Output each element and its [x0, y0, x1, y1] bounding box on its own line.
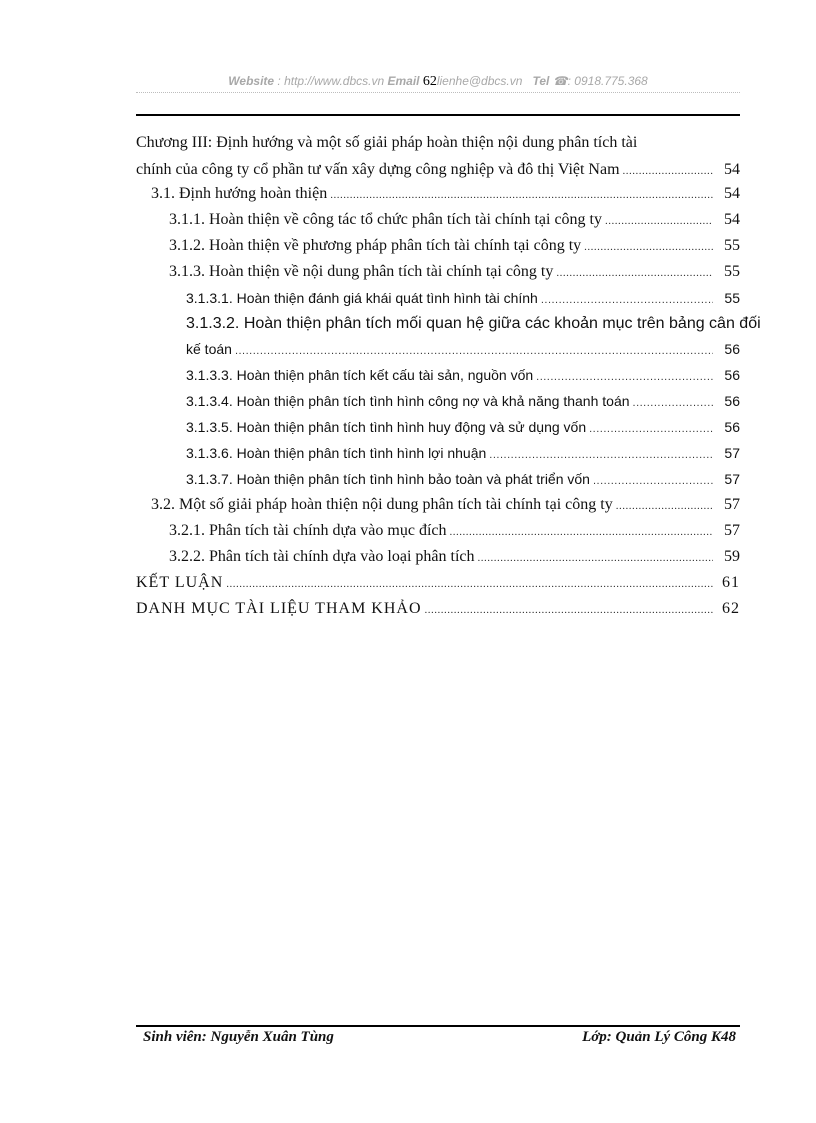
toc-entry[interactable]: [186, 389, 740, 413]
toc-page-number: 61: [722, 574, 740, 591]
toc-leader: [616, 494, 713, 518]
toc-entry[interactable]: [151, 493, 740, 517]
toc-entry[interactable]: [186, 337, 740, 361]
footer-rule: [136, 1025, 740, 1027]
toc-entry-title: KẾT LUẬN: [136, 574, 224, 591]
toc-entry-title: 3.1.3.3. Hoàn thiện phân tích kết cấu tài sản, nguồn vốn: [186, 367, 534, 383]
toc-page-number: 54: [724, 185, 740, 202]
toc-entry[interactable]: [186, 363, 740, 387]
toc-page-number: 55: [724, 263, 740, 280]
toc-leader: [623, 159, 713, 183]
toc-page-number: 54: [724, 161, 740, 178]
toc-entry-title: 3.1.3. Hoàn thiện về nội dung phân tích tài chính tại công ty: [169, 263, 554, 280]
toc-entry-title[interactable]: 3.1.3.2. Hoàn thiện phân tích mối quan hệ giữa các khoản mục trên bảng cân đối: [186, 315, 761, 332]
toc-page-number: 57: [724, 522, 740, 539]
toc-page-number: 56: [724, 419, 740, 435]
toc-entry-title: kế toán: [186, 341, 232, 357]
toc-leader: [450, 520, 714, 544]
toc-leader: [478, 546, 714, 570]
toc-page-number: 55: [724, 290, 740, 306]
toc-page-number: 56: [724, 393, 740, 409]
toc-leader: [605, 209, 713, 233]
toc-leader: [489, 443, 713, 467]
toc-leader: [541, 288, 713, 312]
toc-entry[interactable]: [169, 260, 740, 284]
header-rule: [136, 114, 740, 116]
toc-leader: [589, 417, 713, 441]
toc-page-number: 54: [724, 211, 740, 228]
toc-entry-title: DANH MỤC TÀI LIỆU THAM KHẢO: [136, 600, 422, 617]
toc-entry-title: 3.1.3.5. Hoàn thiện phân tích tình hình huy động và sử dụng vốn: [186, 419, 587, 435]
toc-entry-title: 3.1.1. Hoàn thiện về công tác tổ chức phân tích tài chính tại công ty: [169, 211, 602, 228]
email-value[interactable]: lienhe@dbcs.vn: [436, 74, 523, 88]
toc-entry[interactable]: [151, 182, 740, 206]
toc-entry-title: 3.2. Một số giải pháp hoàn thiện nội dung phân tích tài chính tại công ty: [151, 496, 613, 513]
toc-entry[interactable]: [186, 441, 740, 465]
toc-leader: [330, 183, 713, 207]
toc-page-number: 59: [724, 548, 740, 565]
toc-leader: [425, 598, 713, 622]
website-label: Website: [228, 74, 275, 88]
toc-leader: [235, 339, 713, 363]
toc-entry-title: 3.1.3.1. Hoàn thiện đánh giá khái quát tình hình tài chính: [186, 290, 538, 306]
toc-entry[interactable]: [169, 545, 740, 569]
toc-entry-title: 3.1. Định hướng hoàn thiện: [151, 185, 328, 202]
toc-page-number: 57: [724, 496, 740, 513]
tel-label: Tel: [532, 74, 550, 88]
toc-chapter-entry[interactable]: [136, 158, 740, 182]
toc-entry[interactable]: [186, 415, 740, 439]
toc-leader: [593, 469, 713, 493]
toc-entry[interactable]: [136, 571, 740, 595]
toc-leader: [536, 365, 713, 389]
toc-chapter-line-1: Chương III: Định hướng và một số giải pháp hoàn thiện nội dung phân tích tài: [136, 134, 638, 151]
toc-entry[interactable]: [169, 519, 740, 543]
email-label: Email: [387, 74, 420, 88]
toc-entry-title: 3.1.3.4. Hoàn thiện phân tích tình hình công nợ và khả năng thanh toán: [186, 393, 630, 409]
toc-page-number: 57: [724, 471, 740, 487]
phone-icon: ☎: [552, 74, 568, 88]
page-number: 62: [422, 74, 437, 89]
toc-entry-title: 3.1.3.6. Hoàn thiện phân tích tình hình lợi nhuận: [186, 445, 487, 461]
tel-value: : 0918.775.368: [567, 74, 648, 88]
toc-entry-title: 3.2.1. Phân tích tài chính dựa vào mục đích: [169, 522, 447, 539]
toc-entry[interactable]: [186, 467, 740, 491]
toc-leader: [556, 261, 713, 285]
toc-entry-title: 3.1.2. Hoàn thiện về phương pháp phân tích tài chính tại công ty: [169, 237, 582, 254]
toc-page-number: 56: [724, 341, 740, 357]
toc-entry[interactable]: [169, 234, 740, 258]
toc-leader: [633, 391, 713, 415]
toc-leader: [226, 572, 713, 596]
toc-entry-title: 3.1.3.7. Hoàn thiện phân tích tình hình bảo toàn và phát triển vốn: [186, 471, 590, 487]
toc-chapter-line-2: chính của công ty cổ phần tư vấn xây dựng công nghiệp và đô thị Việt Nam: [136, 161, 620, 178]
footer-class: Lớp: Quản Lý Công K48: [582, 1029, 736, 1045]
website-url[interactable]: : http://www.dbcs.vn: [277, 74, 385, 88]
toc-page-number: 56: [724, 367, 740, 383]
toc-entry[interactable]: [186, 286, 740, 310]
page-header: [136, 74, 740, 94]
toc-entry[interactable]: [169, 208, 740, 232]
footer-student: Sinh viên: Nguyễn Xuân Tùng: [143, 1029, 334, 1045]
header-dotted-line: [136, 92, 740, 93]
toc-page-number: 55: [724, 237, 740, 254]
toc-page-number: 57: [724, 445, 740, 461]
toc-leader: [584, 235, 713, 259]
toc-entry-title: 3.2.2. Phân tích tài chính dựa vào loại phân tích: [169, 548, 475, 565]
toc-entry[interactable]: [136, 597, 740, 621]
toc-page-number: 62: [722, 600, 740, 617]
